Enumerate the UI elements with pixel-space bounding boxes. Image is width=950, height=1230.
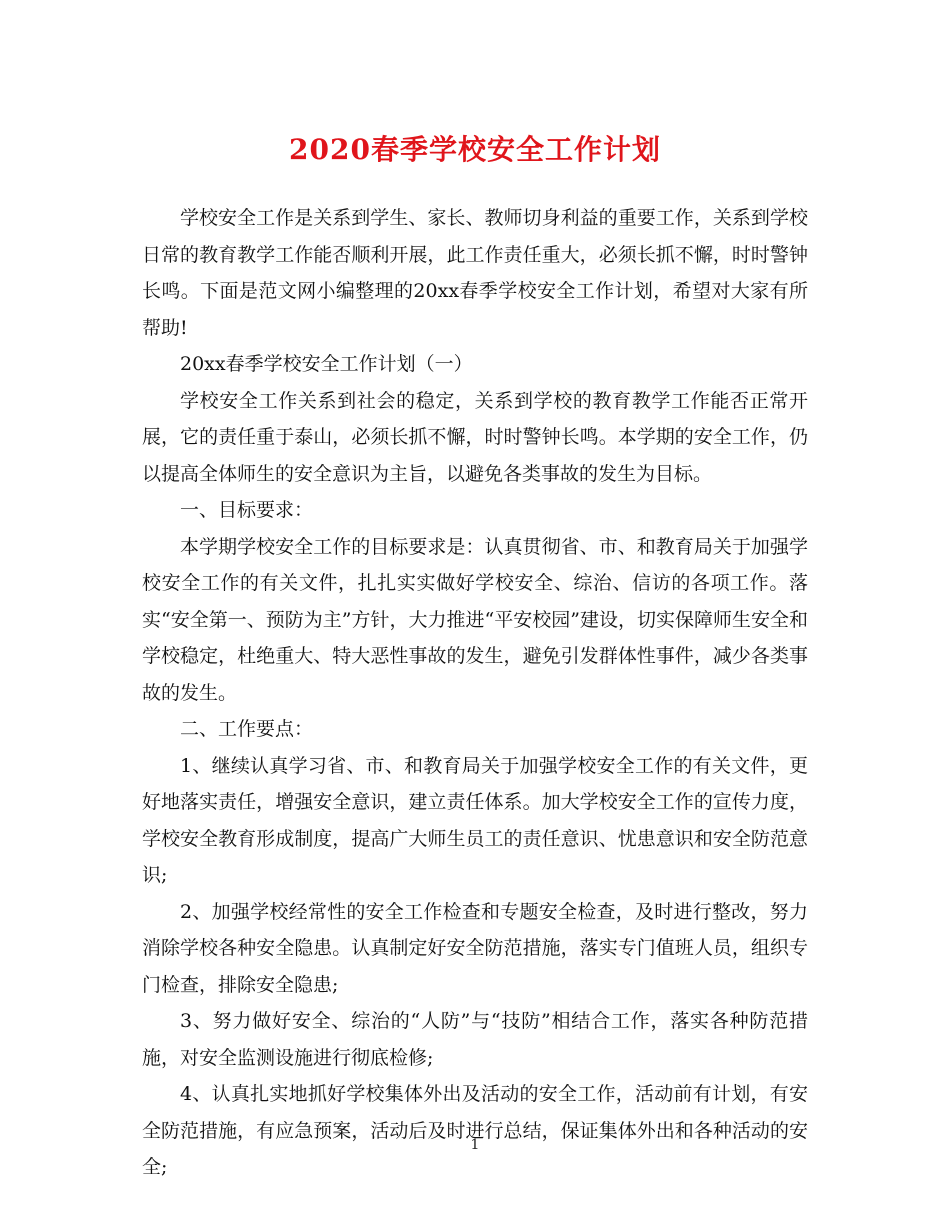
paragraph-goals: 本学期学校安全工作的目标要求是：认真贯彻省、市、和教育局关于加强学校安全工作的有关文件，扎扎实实做好学校安全、综治、信访的各项工作。落实“安全第一、预防为主”方针，大力推进“平安校园”建设，切实保障师生安全和学校稳定，杜绝重大、特大恶性事故的发生，避免引发群体性事件，减少各类事故的发生。 — [142, 535, 808, 704]
list-item-point-4: 4、认真扎实地抓好学校集体外出及活动的安全工作，活动前有计划，有安全防范措施，有应急预案，活动后及时进行总结，保证集体外出和各种活动的安全; — [142, 1083, 808, 1178]
list-item-point-3: 3、努力做好安全、综治的“人防”与“技防”相结合工作，落实各种防范措施，对安全监测设施进行彻底检修; — [142, 1010, 808, 1069]
paragraph-overview: 学校安全工作关系到社会的稳定，关系到学校的教育教学工作能否正常开展，它的责任重于泰山，必须长抓不懈，时时警钟长鸣。本学期的安全工作，仍以提高全体师生的安全意识为主旨，以避免各类事故的发生为目标。 — [142, 389, 808, 485]
document-title: 2020春季学校安全工作计划 — [289, 133, 661, 166]
list-item-point-1: 1、继续认真学习省、市、和教育局关于加强学校安全工作的有关文件，更好地落实责任，增强安全意识，建立责任体系。加大学校安全工作的宣传力度，学校安全教育形成制度，提高广大师生员工的责任意识、忧患意识和安全防范意识; — [142, 754, 808, 886]
section-heading-plan-one: 20xx春季学校安全工作计划（一） — [180, 353, 473, 375]
page-number: 1 — [470, 1137, 480, 1153]
list-item-point-2: 2、加强学校经常性的安全工作检查和专题安全检查，及时进行整改，努力消除学校各种安全隐患。认真制定好安全防范措施，落实专门值班人员，组织专门检查，排除安全隐患; — [142, 900, 808, 996]
document-body — [142, 200, 808, 1186]
section-heading-goals: 一、目标要求： — [180, 499, 314, 521]
paragraph-intro: 学校安全工作是关系到学生、家长、教师切身利益的重要工作，关系到学校日常的教育教学工作能否顺利开展，此工作责任重大，必须长抓不懈，时时警钟长鸣。下面是范文网小编整理的20xx春季学校安全工作计划，希望对大家有所帮助! — [142, 207, 808, 339]
section-heading-key-points: 二、工作要点： — [180, 718, 314, 740]
